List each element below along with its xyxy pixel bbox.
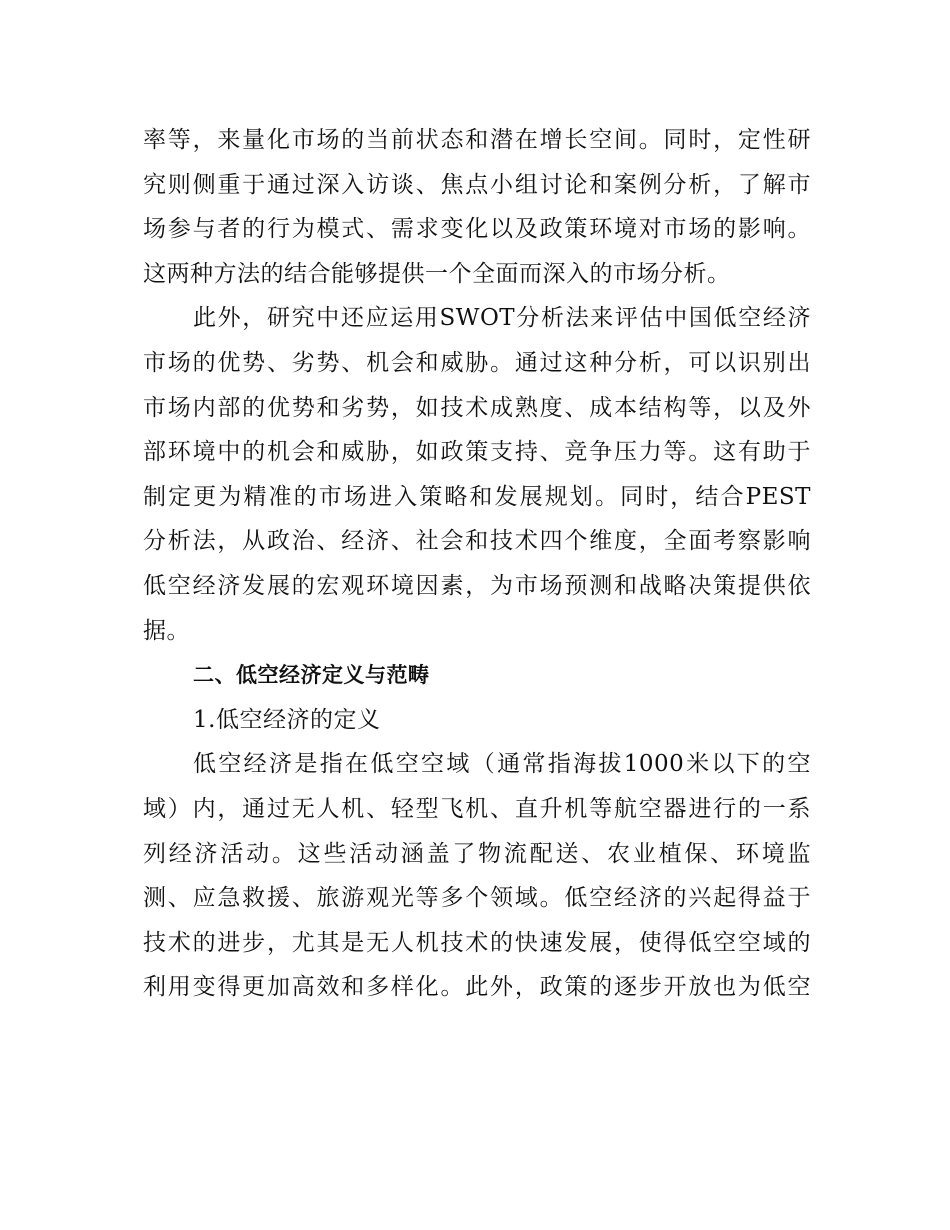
- paragraph-2-line-8: 据。: [143, 617, 190, 644]
- paragraph-2-line-2: 市场的优势、劣势、机会和威胁。通过这种分析，可以识别出: [143, 349, 811, 376]
- paragraph-1-line-1: 率等，来量化市场的当前状态和潜在增长空间。同时，定性研: [143, 127, 811, 153]
- paragraph-3-line-1: 低空经济是指在低空空域（通常指海拔1000米以下的空: [193, 751, 811, 778]
- paragraph-3-line-4: 测、应急救援、旅游观光等多个领域。低空经济的兴起得益于: [143, 885, 811, 912]
- paragraph-3-line-5: 技术的进步，尤其是无人机技术的快速发展，使得低空空域的: [143, 929, 811, 956]
- paragraph-2-line-6: 分析法，从政治、经济、社会和技术四个维度，全面考察影响: [143, 528, 811, 555]
- paragraph-2-line-1: 此外，研究中还应运用SWOT分析法来评估中国低空经济: [193, 305, 811, 332]
- document-body: [143, 118, 811, 1010]
- section-heading: 二、低空经济定义与范畴: [193, 663, 430, 688]
- paragraph-2-line-5: 制定更为精准的市场进入策略和发展规划。同时，结合PEST: [143, 483, 811, 510]
- paragraph-1-line-4: 这两种方法的结合能够提供一个全面而深入的市场分析。: [143, 260, 731, 287]
- paragraph-2-line-4: 部环境中的机会和威胁，如政策支持、竞争压力等。这有助于: [143, 439, 811, 466]
- paragraph-1-line-2: 究则侧重于通过深入访谈、焦点小组讨论和案例分析，了解市: [143, 171, 811, 198]
- paragraph-1-line-3: 场参与者的行为模式、需求变化以及政策环境对市场的影响。: [143, 216, 811, 243]
- paragraph-3-line-3: 列经济活动。这些活动涵盖了物流配送、农业植保、环境监: [143, 840, 811, 867]
- paragraph-3-line-6: 利用变得更加高效和多样化。此外，政策的逐步开放也为低空: [143, 974, 811, 1001]
- paragraph-2-line-7: 低空经济发展的宏观环境因素，为市场预测和战略决策提供依: [143, 572, 811, 599]
- paragraph-3-line-2: 域）内，通过无人机、轻型飞机、直升机等航空器进行的一系: [143, 795, 811, 822]
- paragraph-2-line-3: 市场内部的优势和劣势，如技术成熟度、成本结构等，以及外: [143, 394, 811, 421]
- subsection-heading: 1.低空经济的定义: [193, 706, 381, 733]
